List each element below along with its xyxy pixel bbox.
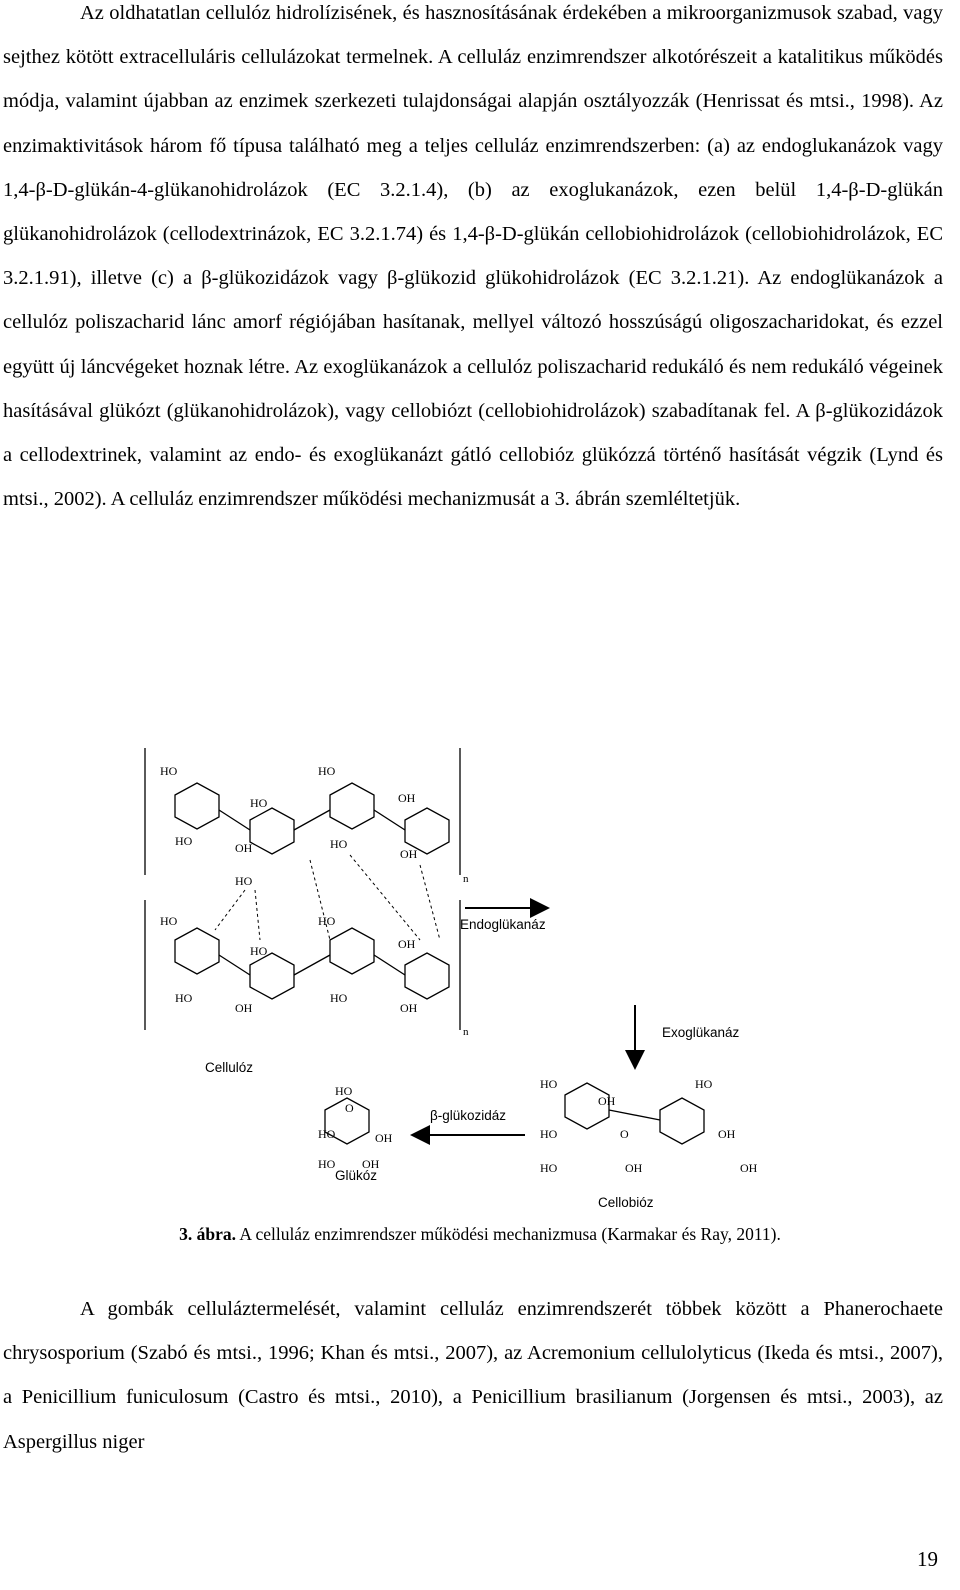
ho-label-6: HO [235,874,253,888]
ho-label-1: HO [160,764,178,778]
label-endoglukanaz: Endoglükanáz [460,917,546,932]
ho-label-10: HO [175,991,193,1005]
oh-label-6: OH [400,1001,418,1015]
subscript-n-2: n [463,1026,469,1038]
ho-label-17: HO [318,1127,336,1141]
oh-label-3: OH [400,847,418,861]
oh-label-5: OH [235,1001,253,1015]
label-exoglukanaz: Exoglükanáz [662,1025,740,1040]
oh-label-7: OH [598,1094,616,1108]
ho-label-9: HO [250,944,268,958]
ho-label-13: HO [695,1077,713,1091]
label-cellobiose: Cellobióz [598,1195,654,1210]
ho-label-8: HO [318,914,336,928]
figure-caption [0,1224,960,1245]
ho-label-11: HO [330,991,348,1005]
cellulose-chain-bottom [145,900,469,1038]
cellobiose-molecule [540,1077,758,1175]
label-beta-glukozidaz: β-glükozidáz [430,1108,507,1123]
oh-label-12: OH [362,1157,380,1171]
cellulase-diagram [0,740,960,1210]
glucose-molecule [318,1084,393,1171]
o-label-2: O [345,1101,354,1115]
label-cellulose: Cellulóz [205,1060,254,1075]
ho-label-4: HO [175,834,193,848]
page-number: 19 [917,1547,938,1571]
label-glucose: Glükóz [335,1168,378,1183]
caption-text: A celluláz enzimrendszer működési mechanizmusa (Karmakar és Ray, 2011). [235,1224,781,1244]
ho-label-2: HO [318,764,336,778]
ho-label-14: HO [540,1127,558,1141]
ho-label-16: HO [335,1084,353,1098]
body-paragraph-2: A gombák celluláztermelését, valamint celluláz enzimrendszerét többek között a Phanerochaete chrysosporium (Szabó és mtsi., 1996; Khan és mtsi., 2007), az Acremonium cellulolyticus (Ikeda és mtsi., 2007), a Penicillium funiculosum (Castro és mtsi., 2010), a Penicillium brasilianum (Jorgensen és mtsi., 2003), az Aspergillus niger [3,1298,943,1453]
oh-label-4: OH [398,937,416,951]
ho-label-12: HO [540,1077,558,1091]
ho-label-5: HO [330,837,348,851]
ho-label-7: HO [160,914,178,928]
figure-cellulase-mechanism [0,740,960,1210]
oh-label-10: OH [740,1161,758,1175]
caption-number: 3. ábra. [179,1224,236,1244]
oh-label-1: OH [398,791,416,805]
body-paragraph-1: Az oldhatatlan cellulóz hidrolízisének, és hasznosításának érdekében a mikroorganizmusok szabad, vagy sejthez kötött extracelluláris cellulázokat termelnek. A celluláz enzimrendszer alkotórészeit a katalitikus működés módja, valamint újabban az enzimek szerkezeti tulajdonságai alapján osztályozzák (Henrissat és mtsi., 1998). Az enzimaktivitások három fő típusa található meg a teljes celluláz enzimrendszerben: (a) az endoglukanázok vagy 1,4-β-D-glükán-4-glükanohidrolázok (EC 3.2.1.4), (b) az exoglukanázok, ezen belül 1,4-β-D-glükán glükanohidrolázok (cellodextrinázok, EC 3.2.1.74) és 1,4-β-D-glükán cellobiohidrolázok (cellobiohidrolázok, EC 3.2.1.91), illetve (c) a β-glükozidázok vagy β-glükozid glükohidrolázok (EC 3.2.1.21). Az endoglükanázok a cellulóz poliszacharid lánc amorf régiójában hasítanak, mellyel változó hosszúságú oligoszacharidokat, és ezzel együtt új láncvégeket hoznak létre. Az exoglükanázok a cellulóz poliszacharid redukáló és nem redukáló végeinek hasításával glükózt (glükanohidrolázok), vagy cellobiózt (cellobiohidrolázok) szabadítanak fel. A β-glükozidázok a cellodextrinek, valamint az endo- és exoglükanázt gátló cellobióz glükózzá történő hasítását végzik (Lynd és mtsi., 2002). A celluláz enzimrendszer működési mechanizmusát a 3. ábrán szemléltetjük. [3,2,943,511]
ho-label-18: HO [318,1157,336,1171]
oh-label-9: OH [625,1161,643,1175]
oh-label-11: OH [375,1131,393,1145]
oh-label-8: OH [718,1127,736,1141]
oh-label-2: OH [235,841,253,855]
subscript-n-1: n [463,873,469,885]
ho-label-15: HO [540,1161,558,1175]
ho-label-3: HO [250,796,268,810]
o-label-1: O [620,1127,629,1141]
